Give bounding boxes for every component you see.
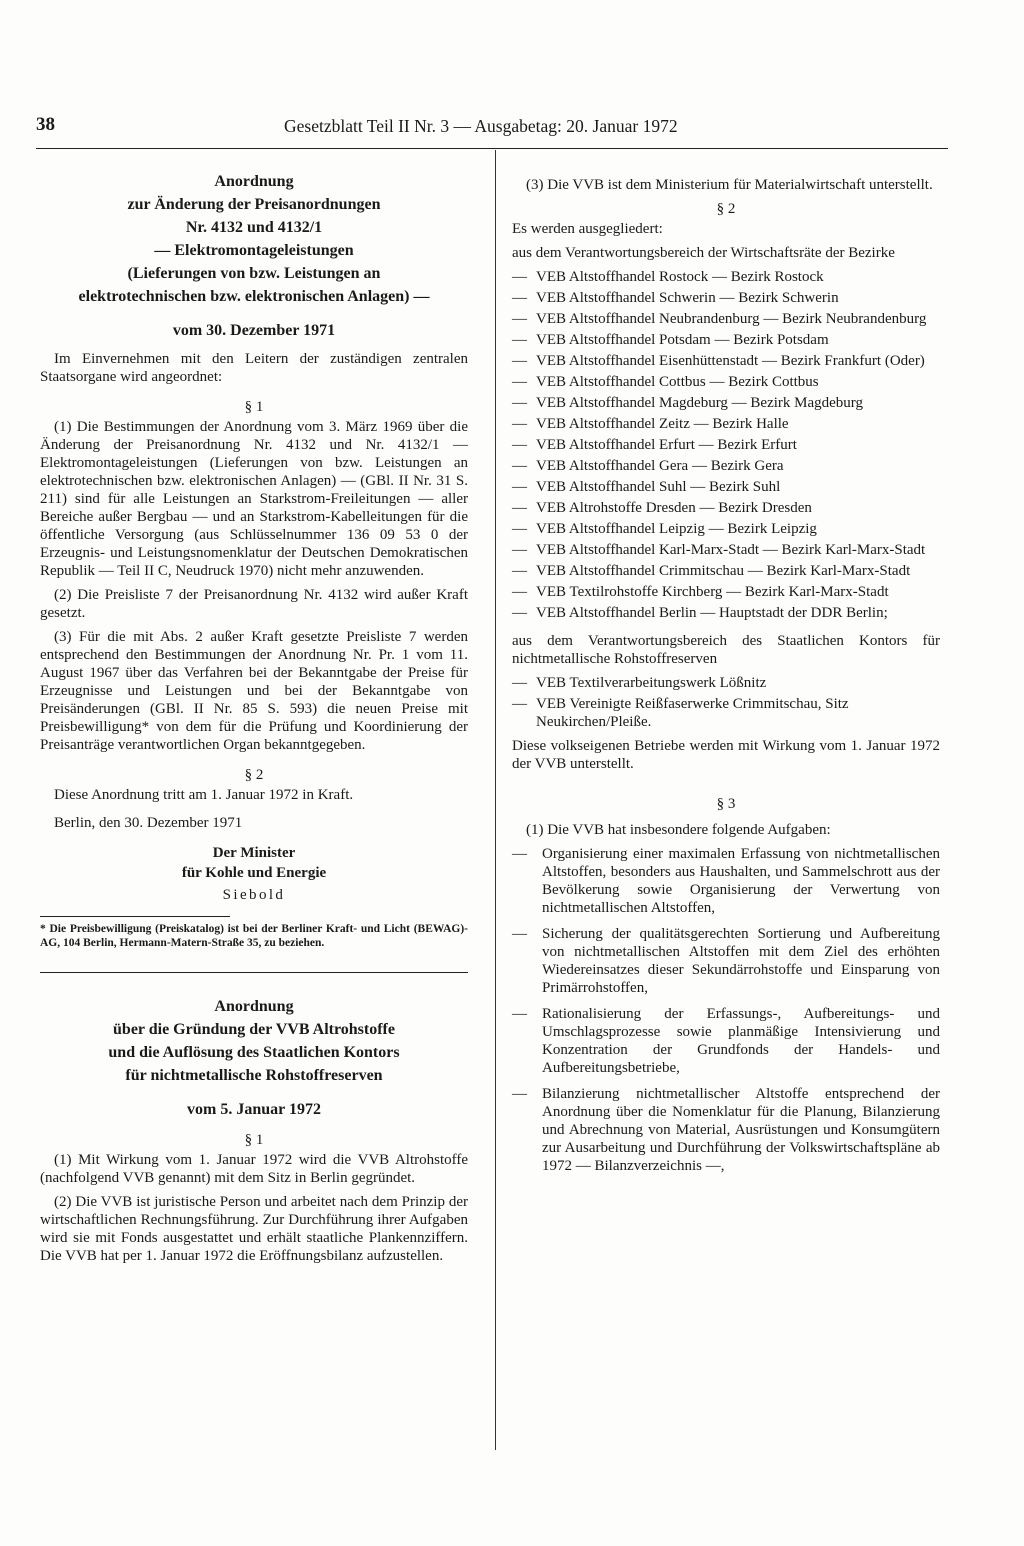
footnote-rule (40, 916, 230, 917)
order1-title-line: elektrotechnischen bzw. elektronischen Anlagen) — (78, 288, 430, 305)
enterprise-list-2 (512, 674, 940, 731)
list-item: — Rationalisierung der Erfassungs-, Aufbereitungs- und Umschlagsprozesse sowie planmäßige Intensivierung und Konzentration der Grundfonds der Handels- und Aufbereitungsbetriebe, (512, 1005, 940, 1077)
running-title: Gesetzblatt Teil II Nr. 3 — Ausgabetag: 20. Januar 1972 (284, 116, 678, 136)
order2-section3-heading: § 3 (716, 796, 736, 812)
order1-title-line: Nr. 4132 und 4132/1 (185, 219, 323, 236)
right-column (512, 176, 940, 1183)
order1-s2-text: Diese Anordnung tritt am 1. Januar 1972 in Kraft. (54, 787, 354, 803)
list-item: — VEB Altstoffhandel Schwerin — Bezirk Schwerin (512, 289, 940, 307)
list-item: — VEB Altstoffhandel Leipzig — Bezirk Leipzig (512, 520, 940, 538)
left-column (40, 170, 468, 1271)
list-item: — Sicherung der qualitätsgerechten Sortierung und Aufbereitung von nichtmetallischen Altstoffen mit dem Ziel des erhöhten Wiedereinsatzes dieser Sekundärrohstoffe und Einsparung von Primärrohstoffen, (512, 925, 940, 997)
group1-intro: aus dem Verantwortungsbereich der Wirtschaftsräte der Bezirke (512, 245, 895, 261)
order1-title-line: zur Änderung der Preisanordnungen (127, 196, 381, 213)
order2-s3-intro: (1) Die VVB hat insbesondere folgende Aufgaben: (526, 822, 831, 838)
order2-s2-outro: Diese volkseigenen Betriebe werden mit Wirkung vom 1. Januar 1972 der VVB unterstellt. (512, 738, 940, 772)
order1-s1-paragraph2: (2) Die Preisliste 7 der Preisanordnung Nr. 4132 wird außer Kraft gesetzt. (40, 587, 468, 621)
order2-title-line: über die Gründung der VVB Altrohstoffe (113, 1021, 395, 1038)
order2-date: vom 5. Januar 1972 (187, 1101, 321, 1118)
order1-intro: Im Einvernehmen mit den Leitern der zuständigen zentralen Staatsorgane wird angeordnet: (40, 351, 468, 385)
list-item: — VEB Altstoffhandel Eisenhüttenstadt — Bezirk Frankfurt (Oder) (512, 352, 940, 370)
list-item: — Bilanzierung nichtmetallischer Altstoffe entsprechend der Anordnung über die Nomenklatur für die Planung, Bilanzierung und Abrechnung von Material, Ausrüstungen und Konsumgütern zur Ausarbeitung und Durchführung der Volkswirtschaftspläne ab 1972 — Bilanzverzeichnis —, (512, 1085, 940, 1175)
order1-section1-heading: § 1 (244, 399, 264, 415)
list-item: — VEB Altstoffhandel Potsdam — Bezirk Potsdam (512, 331, 940, 349)
order2-title-line: und die Auflösung des Staatlichen Kontors (108, 1044, 400, 1061)
list-item: — VEB Textilverarbeitungswerk Lößnitz (512, 674, 940, 692)
enterprise-list-1 (512, 268, 940, 622)
list-item: — VEB Altstoffhandel Zeitz — Bezirk Halle (512, 415, 940, 433)
task-list (512, 845, 940, 1175)
order1-s1-paragraph3: (3) Für die mit Abs. 2 außer Kraft gesetzte Preisliste 7 werden entsprechend den Bestimmungen der Anordnung Nr. Pr. 1 vom 11. August 1967 über das Verfahren bei der Bekanntgabe der Preise für Erzeugnisse und Leistungen und bei der Bekanntgabe von Preisänderungen (GBl. II Nr. 85 S. 593) die neuen Preise mit Preisbewilligung* von dem für die Prüfung und Koordinierung der Preisanträge verantwortlichen Organ bekanntgegeben. (40, 629, 468, 753)
order1-date: vom 30. Dezember 1971 (172, 322, 336, 339)
list-item: — VEB Altstoffhandel Magdeburg — Bezirk Magdeburg (512, 394, 940, 412)
order2-s1-paragraph1: (1) Mit Wirkung vom 1. Januar 1972 wird die VVB Altrohstoffe (nachfolgend VVB genannt) mit dem Sitz in Berlin gegründet. (40, 1152, 468, 1186)
order2-s1-paragraph3: (3) Die VVB ist dem Ministerium für Materialwirtschaft unterstellt. (526, 177, 933, 193)
order1-s1-paragraph1: (1) Die Bestimmungen der Anordnung vom 3. März 1969 über die Änderung der Preisanordnung Nr. 4132 und Nr. 4132/1 — Elektromontageleistungen (Lieferungen von bzw. Leistungen an elektrotechnischen bzw. elektronischen Anlagen) — (GBl. II Nr. 31 S. 211) sind für alle Leistungen an Starkstrom-Freileitungen — aller Bereiche außer Bergbau — und an Starkstrom-Kabelleitungen für die öffentliche Versorgung (aus Schlüsselnummer 136 09 53 0 der Erzeugnis- und Leistungsnomenklatur der Deutschen Demokratischen Republik — Teil II C, Neudruck 1970) nicht mehr anzuwenden. (40, 419, 468, 579)
order1-title-line: — Elektromontageleistungen (154, 242, 354, 259)
order2-title-line: Anordnung (214, 998, 294, 1015)
order1-title-line: (Lieferungen von bzw. Leistungen an (127, 265, 381, 282)
order1-title-line: Anordnung (214, 173, 294, 190)
order1-place-date: Berlin, den 30. Dezember 1971 (54, 815, 243, 831)
signer-title-2: für Kohle und Energie (181, 865, 327, 881)
list-item: — VEB Altrohstoffe Dresden — Bezirk Dresden (512, 499, 940, 517)
section-separator (40, 972, 468, 973)
list-item: — VEB Altstoffhandel Berlin — Hauptstadt der DDR Berlin; (512, 604, 940, 622)
order2-title-line: für nichtmetallische Rohstoffreserven (125, 1067, 383, 1084)
list-item: — VEB Altstoffhandel Karl-Marx-Stadt — Bezirk Karl-Marx-Stadt (512, 541, 940, 559)
list-item: — VEB Textilrohstoffe Kirchberg — Bezirk Karl-Marx-Stadt (512, 583, 940, 601)
group2-intro: aus dem Verantwortungsbereich des Staatlichen Kontors für nichtmetallische Rohstoffreserven (512, 633, 940, 667)
page-header (36, 112, 948, 149)
list-item: — Organisierung einer maximalen Erfassung von nichtmetallischen Altstoffen, besonders aus Haushalten, und Sammelschrott aus der Bevölkerung sowie Organisierung der Verwertung von nichtmetallischen Altstoffen, (512, 845, 940, 917)
order2-section1-heading: § 1 (244, 1132, 264, 1148)
signer-title-1: Der Minister (212, 845, 296, 861)
page-number: 38 (36, 114, 55, 135)
order1-section2-heading: § 2 (244, 767, 264, 783)
footnote: * Die Preisbewilligung (Preiskatalog) ist bei der Berliner Kraft- und Licht (BEWAG)-AG, 104 Berlin, Hermann-Matern-Straße 35, zu beziehen. (40, 923, 468, 949)
order2-section2-heading: § 2 (716, 201, 736, 217)
column-divider (495, 150, 496, 1450)
list-item: — VEB Altstoffhandel Erfurt — Bezirk Erfurt (512, 436, 940, 454)
order2-s2-intro: Es werden ausgegliedert: (512, 221, 663, 237)
signer-name: Siebold (222, 887, 286, 903)
order2-s1-paragraph2: (2) Die VVB ist juristische Person und arbeitet nach dem Prinzip der wirtschaftlichen Rechnungsführung. Zur Durchführung ihrer Aufgaben wird sie mit Fonds ausgestattet und erhält staatliche Plankennziffern. Die VVB hat per 1. Januar 1972 die Eröffnungsbilanz aufzustellen. (40, 1194, 468, 1264)
list-item: — VEB Altstoffhandel Crimmitschau — Bezirk Karl-Marx-Stadt (512, 562, 940, 580)
list-item: — VEB Altstoffhandel Cottbus — Bezirk Cottbus (512, 373, 940, 391)
list-item: — VEB Altstoffhandel Gera — Bezirk Gera (512, 457, 940, 475)
list-item: — VEB Altstoffhandel Suhl — Bezirk Suhl (512, 478, 940, 496)
list-item: — VEB Altstoffhandel Neubrandenburg — Bezirk Neubrandenburg (512, 310, 940, 328)
list-item: — VEB Vereinigte Reißfaserwerke Crimmitschau, Sitz Neukirchen/Pleiße. (512, 695, 940, 731)
list-item: — VEB Altstoffhandel Rostock — Bezirk Rostock (512, 268, 940, 286)
